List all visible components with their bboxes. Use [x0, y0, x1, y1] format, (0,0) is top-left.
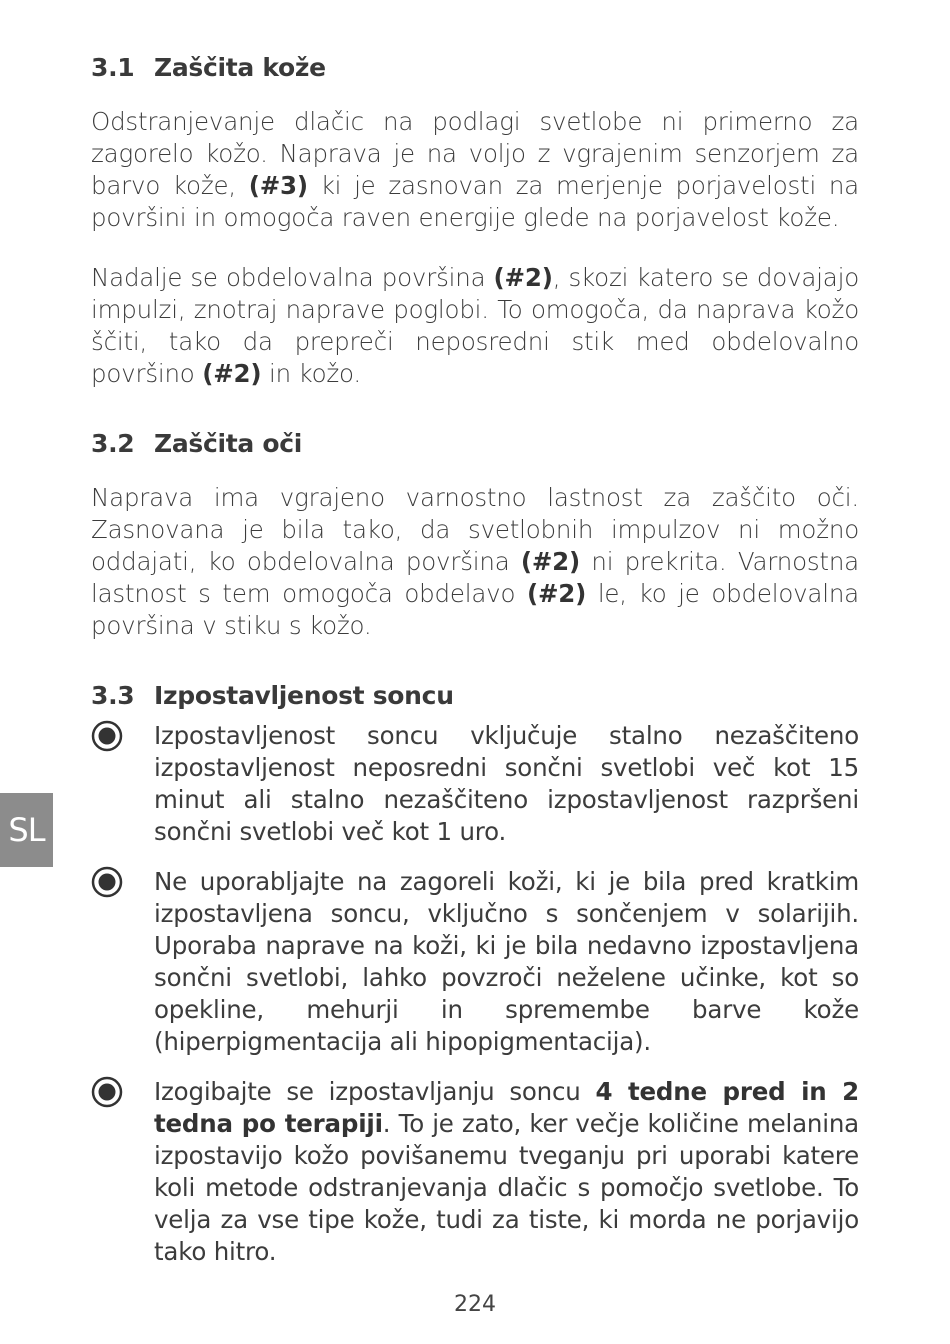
radio-bullet-icon	[91, 1076, 123, 1108]
section-title: Izpostavljenost soncu	[154, 681, 454, 710]
language-tab: SL	[0, 793, 53, 867]
page-number: 224	[454, 1292, 496, 1317]
text-run: ki je zasnovan za merjenje porjavelosti na površini in omogoča raven energije glede na porjavelost kože.	[91, 171, 859, 232]
text-run: Nadalje se obdelovalna površina	[91, 263, 494, 292]
text-run: , skozi katero se dovajajo impulzi, znotraj naprave poglobi. To omogoča, da naprava kožo ščiti, tako da prepreči neposredni stik med obdelovalno površino	[91, 263, 859, 388]
text-run: in kožo.	[261, 359, 361, 388]
section-number: 3.3	[91, 681, 135, 710]
document-page	[91, 52, 859, 1286]
section-title: Zaščita oči	[154, 429, 303, 458]
bullet-text: Ne uporabljajte na zagoreli koži, ki je bila pred kratkim izpostavljena soncu, vključno s sončenjem v solarijih. Uporaba naprave na koži, ki je bila nedavno izpostavljena sončni svetlobi, lahko povzroči neželene učinke, kot so opekline, mehurji in spremembe barve kože (hiperpigmentacija ali hipopigmentacija).	[154, 867, 859, 1056]
radio-bullet-icon	[91, 866, 123, 898]
radio-bullet-icon	[91, 720, 123, 752]
section-title: Zaščita kože	[154, 53, 326, 82]
paragraph-skin-sensor	[91, 106, 859, 234]
bullet-text: Izpostavljenost soncu vključuje stalno nezaščiteno izpostavljenost neposredni sončni svetlobi več kot 15 minut ali stalno nezaščiteno izpostavljenost razpršeni sončni svetlobi več kot 1 uro.	[154, 721, 859, 846]
list-item	[91, 720, 859, 848]
bullet-text	[154, 1076, 859, 1268]
ref-label: (#2)	[493, 263, 553, 292]
section-heading-3-3	[91, 680, 859, 712]
text-run: Izogibajte se izpostavljanju soncu	[154, 1077, 596, 1106]
section-heading-3-1	[91, 52, 859, 84]
list-item	[91, 866, 859, 1058]
text-run: le, ko je obdelovalna površina v stiku s kožo.	[91, 579, 859, 640]
ref-label: (#3)	[248, 171, 308, 200]
ref-label: (#2)	[202, 359, 262, 388]
ref-label: (#2)	[526, 579, 587, 608]
text-run: Naprava ima vgrajeno varnostno lastnost za zaščito oči. Zasnovana je bila tako, da svetlobnih impulzov ni možno oddajati, ko obdelovalna površina	[91, 483, 859, 576]
text-run: ni prekrita. Varnostna lastnost s tem omogoča obdelavo	[91, 547, 859, 608]
list-item	[91, 1076, 859, 1268]
section-heading-3-2	[91, 428, 859, 460]
paragraph-treatment-surface	[91, 262, 859, 390]
text-run: Odstranjevanje dlačic na podlagi svetlobe ni primerno za zagorelo kožo. Naprava je na voljo z vgrajenim senzorjem za barvo kože,	[91, 107, 859, 200]
ref-label: (#2)	[520, 547, 581, 576]
text-run: . To je zato, ker večje količine melanina izpostavijo kožo povišanemu tveganju pri uporabi katere koli metode odstranjevanja dlačic s pomočjo svetlobe. To velja za vse tipe kože, tudi za tiste, ki morda ne porjavijo tako hitro.	[154, 1109, 859, 1266]
paragraph-eye-protection	[91, 482, 859, 642]
section-number: 3.1	[91, 53, 135, 82]
emphasis-text: 4 tedne pred in 2 tedna po terapiji	[154, 1077, 859, 1138]
section-number: 3.2	[91, 429, 135, 458]
